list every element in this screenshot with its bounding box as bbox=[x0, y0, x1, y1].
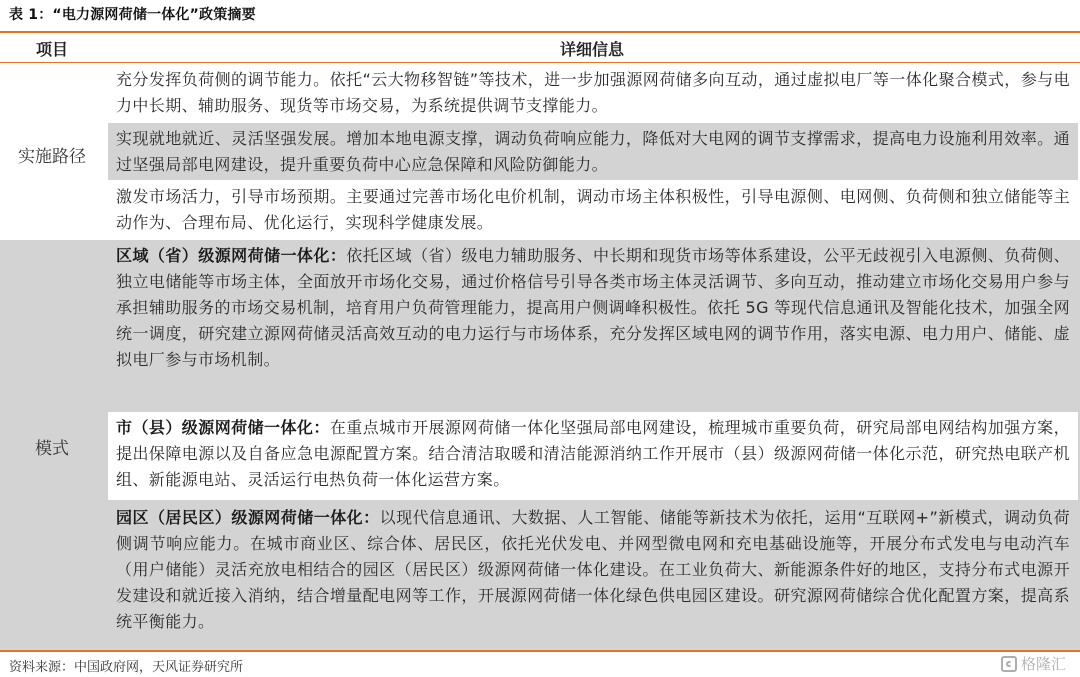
watermark bbox=[1001, 653, 1066, 674]
row-body: 依托区域（省）级电力辅助服务、中长期和现货市场等体系建设，公平无歧视引入电源侧、负荷侧、独立电储能等市场主体，全面放开市场化交易，通过价格信号引导各类市场主体灵活调节、多向互动，推动建立市场化交易用户参与承担辅助服务的市场交易机制，培育用户负荷管理能力，提高用户侧调峰积极性。依托 5G 等现代信息通讯及智能化技术，加强全网统一调度，研究建立源网荷储灵活高效互动的电力运行与市场体系，充分发挥区域电网的调节作用，落实电源、电力用户、储能、虚拟电厂参与市场机制。 bbox=[116, 246, 1070, 369]
header-detail: 详细信息 bbox=[559, 40, 624, 59]
row-text: 激发市场活力，引导市场预期。主要通过完善市场化电价机制，调动市场主体积极性，引导电源侧、电网侧、负荷侧和独立储能等主动作为、合理布局、优化运行，实现科学健康发展。 bbox=[116, 187, 1070, 232]
row-title: 市（县）级源网荷储一体化： bbox=[116, 418, 330, 437]
row-text bbox=[116, 415, 1070, 493]
table-row bbox=[108, 412, 1078, 500]
row-text: 实现就地就近、灵活坚强发展。增加本地电源支撑，调动负荷响应能力，降低对大电网的调节支撑需求，提高电力设施利用效率。通过坚强局部电网建设，提升重要负荷中心应急保障和风险防御能力。 bbox=[116, 129, 1070, 174]
table-row bbox=[108, 181, 1078, 238]
table-caption: 表 1：“电力源网荷储一体化”政策摘要 bbox=[9, 7, 256, 23]
table-header bbox=[0, 33, 1080, 61]
table-row bbox=[108, 64, 1078, 121]
table-row bbox=[108, 502, 1078, 648]
row-title: 园区（居民区）级源网荷储一体化： bbox=[116, 508, 380, 527]
row-body: 以现代信息通讯、大数据、人工智能、储能等新技术为依托，运用“互联网+”新模式，调动负荷侧调节响应能力。在城市商业区、综合体、居民区，依托光伏发电、并网型微电网和充电基础设施等，开展分布式发电与电动汽车（用户储能）灵活充放电相结合的园区（居民区）级源网荷储一体化建设。在工业负荷大、新能源条件好的地区，支持分布式电源开发建设和就近接入消纳，结合增量配电网等工作，开展源网荷储一体化绿色供电园区建设。研究源网荷储综合优化配置方案，提高系统平衡能力。 bbox=[116, 508, 1070, 631]
group-label: 实施路径 bbox=[18, 147, 86, 167]
header-rule bbox=[0, 62, 1080, 63]
row-text: 充分发挥负荷侧的调节能力。依托“云大物移智链”等技术，进一步加强源网荷储多向互动，通过虚拟电厂等一体化聚合模式，参与电力中长期、辅助服务、现货等市场交易，为系统提供调节支撑能力。 bbox=[116, 70, 1070, 115]
row-text bbox=[116, 505, 1070, 635]
source-note: 资料来源：中国政府网，天风证券研究所 bbox=[9, 660, 244, 675]
group-label: 模式 bbox=[35, 439, 69, 459]
group-mode bbox=[0, 240, 1080, 650]
watermark-text: 格隆汇 bbox=[1020, 655, 1066, 673]
table-row bbox=[108, 123, 1078, 180]
row-title: 区域（省）级源网荷储一体化： bbox=[116, 246, 347, 265]
bottom-rule bbox=[0, 650, 1080, 652]
header-item: 项目 bbox=[35, 40, 68, 59]
table-row bbox=[108, 240, 1078, 410]
row-body: 在重点城市开展源网荷储一体化坚强局部电网建设，梳理城市重要负荷，研究局部电网结构加强方案，提出保障电源以及自备应急电源配置方案。结合清洁取暖和清洁能源消纳工作开展市（县）级源网荷储一体化示范，研究热电联产机组、新能源电站、灵活运行电热负荷一体化运营方案。 bbox=[116, 418, 1070, 489]
row-text bbox=[116, 243, 1070, 373]
group-implementation-path bbox=[0, 64, 1080, 239]
watermark-logo-icon bbox=[1001, 656, 1017, 672]
